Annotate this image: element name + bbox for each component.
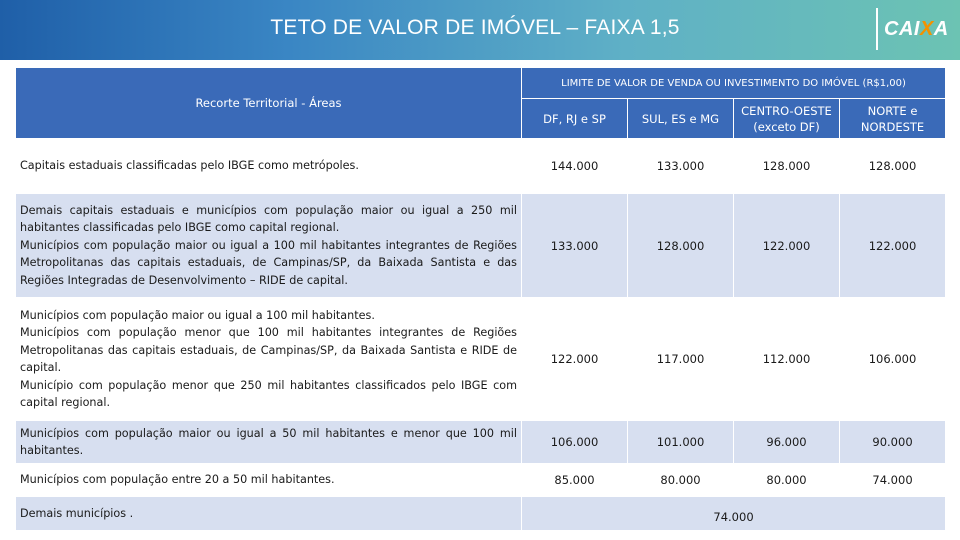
caixa-logo — [876, 8, 960, 50]
table-cell: 101.000 — [628, 421, 734, 464]
table-cell: 133.000 — [522, 194, 628, 298]
table-cell: 128.000 — [840, 139, 946, 194]
table-cell: 117.000 — [628, 298, 734, 421]
group-header: LIMITE DE VALOR DE VENDA OU INVESTIMENTO DO IMÓVEL (R$1,00) — [522, 68, 946, 99]
table-row — [16, 497, 946, 531]
logo-divider — [876, 8, 878, 50]
table-cell: 74.000 — [840, 464, 946, 497]
merged-value-cell: 74.000 — [522, 497, 946, 531]
row-description: Municípios com população maior ou igual a 50 mil habitantes e menor que 100 mil habitantes. — [16, 421, 522, 464]
slide-header — [0, 0, 960, 60]
table-row — [16, 464, 946, 497]
table-cell: 80.000 — [734, 464, 840, 497]
row-description: Municípios com população entre 20 a 50 mil habitantes. — [16, 464, 522, 497]
table-row — [16, 139, 946, 194]
row-description: Demais municípios . — [16, 497, 522, 531]
row-description: Municípios com população maior ou igual a 100 mil habitantes. Municípios com população menor que 100 mil habitantes integrantes de Regiões Metropolitanas das capitais estaduais, de Campinas/SP, da Baixada Santista e RIDE de capital. Município com população menor que 250 mil habitantes classificados pelo IBGE com capital regional. — [16, 298, 522, 421]
logo-wordmark: CAIXA — [884, 18, 949, 40]
table-cell: 128.000 — [734, 139, 840, 194]
table-cell: 122.000 — [734, 194, 840, 298]
column-header: DF, RJ e SP — [522, 99, 628, 139]
table-row — [16, 421, 946, 464]
table-cell: 106.000 — [522, 421, 628, 464]
table-cell: 112.000 — [734, 298, 840, 421]
area-header: Recorte Territorial - Áreas — [16, 68, 522, 139]
table-cell: 106.000 — [840, 298, 946, 421]
column-header: SUL, ES e MG — [628, 99, 734, 139]
table-cell: 90.000 — [840, 421, 946, 464]
table-row — [16, 298, 946, 421]
page-title: TETO DE VALOR DE IMÓVEL – FAIXA 1,5 — [270, 16, 680, 39]
row-description: Demais capitais estaduais e municípios com população maior ou igual a 250 mil habitantes classificadas pelo IBGE como capital regional. Municípios com população maior ou igual a 100 mil habitantes integrantes de Regiões Metropolitanas das capitais estaduais, de Campinas/SP, da Baixada Santista e das Regiões Integradas de Desenvolvimento – RIDE de capital. — [16, 194, 522, 298]
row-description: Capitais estaduais classificadas pelo IBGE como metrópoles. — [16, 139, 522, 194]
table-cell: 133.000 — [628, 139, 734, 194]
table-row — [16, 194, 946, 298]
table-cell: 80.000 — [628, 464, 734, 497]
table-cell: 128.000 — [628, 194, 734, 298]
table-cell: 96.000 — [734, 421, 840, 464]
table-cell: 122.000 — [522, 298, 628, 421]
column-header: CENTRO-OESTE (exceto DF) — [734, 99, 840, 139]
column-header: NORTE e NORDESTE — [840, 99, 946, 139]
table-cell: 144.000 — [522, 139, 628, 194]
table-cell: 122.000 — [840, 194, 946, 298]
price-limit-table — [15, 67, 946, 531]
table-cell: 85.000 — [522, 464, 628, 497]
